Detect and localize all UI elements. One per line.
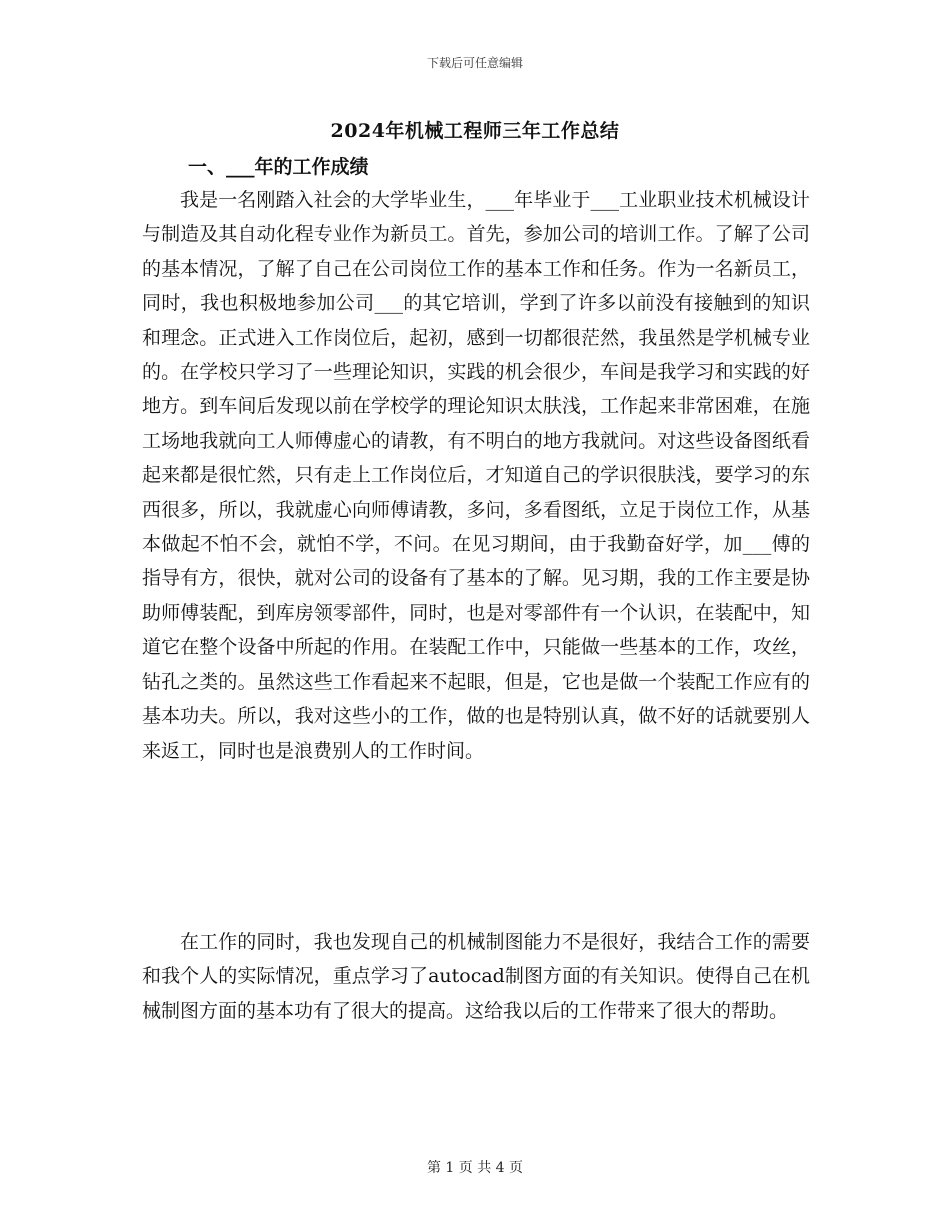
document-title: 2024年机械工程师三年工作总结 — [330, 120, 620, 142]
body-paragraph: 在工作的同时，我也发现自己的机械制图能力不是很好，我结合工作的需要和我个人的实际情况，重点学习了autocad制图方面的有关知识。使得自己在机械制图方面的基本功有了很大的提高。这给我以后的工作带来了很大的帮助。 — [142, 931, 810, 1022]
body-paragraph: 我是一名刚踏入社会的大学毕业生，___年毕业于___工业职业技术机械设计与制造及其自动化程专业作为新员工。首先，参加公司的培训工作。了解了公司的基本情况，了解了自己在公司岗位工作的基本工作和任务。作为一名新员工，同时，我也积极地参加公司___的其它培训，学到了许多以前没有接触到的知识和理念。正式进入工作岗位后，起初，感到一切都很茫然，我虽然是学机械专业的。在学校只学习了一些理论知识，实践的机会很少，车间是我学习和实践的好地方。到车间后发现以前在学校学的理论知识太肤浅，工作起来非常困难，在施工场地我就向工人师傅虚心的请教，有不明白的地方我就问。对这些设备图纸看起来都是很忙然，只有走上工作岗位后，才知道自己的学识很肤浅，要学习的东西很多，所以，我就虚心向师傅请教，多问，多看图纸，立足于岗位工作，从基本做起不怕不会，就怕不学，不问。在见习期间，由于我勤奋好学，加___傅的指导有方，很快，就对公司的设备有了基本的了解。见习期，我的工作主要是协助师傅装配，到库房领零部件，同时，也是对零部件有一个认识，在装配中，知道它在整个设备中所起的作用。在装配工作中，只能做一些基本的工作，攻丝，钻孔之类的。虽然这些工作看起来不起眼，但是，它也是做一个装配工作应有的基本功夫。所以，我对这些小的工作，做的也是特别认真，做不好的话就要别人来返工，同时也是浪费别人的工作时间。 — [142, 189, 810, 762]
section-heading: 一、___年的工作成绩 — [188, 156, 369, 178]
page-number-footer: 第 1 页 共 4 页 — [426, 1160, 524, 1176]
page-header-note: 下载后可任意编辑 — [426, 56, 523, 70]
